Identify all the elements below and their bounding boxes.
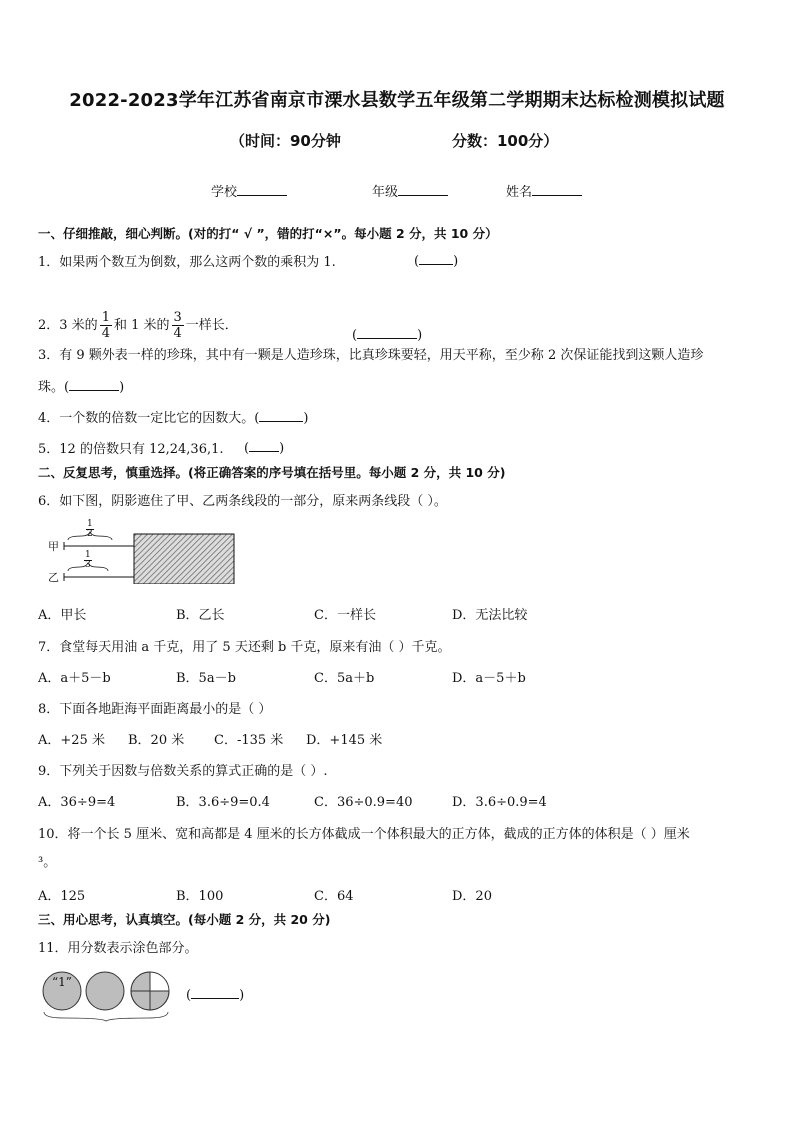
q8-option-b[interactable]: B．20 米 — [128, 733, 185, 748]
question-3-line-2 — [38, 376, 124, 395]
question-1-answer[interactable] — [414, 251, 458, 269]
paren-open: ( — [186, 988, 192, 1003]
paren-close: ) — [453, 254, 459, 269]
paren-close: ) — [239, 988, 245, 1003]
section-1-heading: 一、仔细推敲，细心判断。(对的打“ √ ”，错的打“×”。每小题 2 分，共 10 分） — [38, 226, 498, 241]
paren-open: ( — [414, 254, 420, 269]
question-11-answer[interactable] — [186, 985, 244, 1003]
q7-option-c[interactable]: C．5a＋b — [314, 671, 375, 686]
answer-blank[interactable] — [69, 377, 119, 391]
question-2 — [38, 310, 238, 341]
page-title: 2022-2023学年江苏省南京市溧水县数学五年级第二学期期末达标检测模拟试题 — [69, 90, 725, 111]
question-8: 8．下面各地距海平面距离最小的是（ ） — [38, 702, 272, 717]
q6-option-b[interactable]: B．乙长 — [176, 608, 225, 623]
question-4-text: 4．一个数的倍数一定比它的因数大。( — [38, 411, 260, 426]
section-3-heading: 三、用心思考，认真填空。(每小题 2 分，共 20 分) — [38, 912, 331, 927]
name-label: 姓名 — [506, 185, 533, 200]
question-1-text: 1．如果两个数互为倒数，那么这两个数的乘积为 1. — [38, 255, 336, 270]
paren-close: ) — [303, 411, 309, 426]
paren-open: ( — [352, 328, 358, 343]
question-2-text-a: 2．3 米的 — [38, 318, 98, 333]
q10-option-a[interactable]: A．125 — [38, 889, 86, 904]
exam-time: （时间：90分钟 — [230, 132, 341, 150]
paren-close: ) — [279, 441, 285, 456]
answer-blank[interactable] — [259, 408, 303, 422]
q7-option-d[interactable]: D．a－5＋b — [452, 671, 526, 686]
fraction-half — [86, 520, 94, 539]
paren-close: ) — [417, 328, 423, 343]
q8-option-c[interactable]: C．-135 米 — [214, 733, 284, 748]
question-11: 11．用分数表示涂色部分。 — [38, 941, 198, 956]
fraction-numerator: 3 — [173, 310, 182, 325]
school-label: 学校 — [211, 185, 238, 200]
q9-option-a[interactable]: A．36÷9=4 — [38, 795, 116, 810]
q10-option-c[interactable]: C．64 — [314, 889, 354, 904]
section-2-heading: 二、反复思考，慎重选择。(将正确答案的序号填在括号里。每小题 2 分，共 10 分) — [38, 465, 506, 480]
q8-option-a[interactable]: A．+25 米 — [38, 733, 105, 748]
question-5-text: 5．12 的倍数只有 12,24,36,1. — [38, 442, 224, 457]
question-5 — [38, 438, 224, 457]
fraction-denominator: 2 — [87, 529, 93, 539]
question-6: 6．如下图，阴影遮住了甲、乙两条线段的一部分，原来两条线段（ ）。 — [38, 494, 447, 509]
exam-score: 分数：100分） — [452, 132, 559, 150]
question-3-text: 珠。( — [38, 380, 70, 395]
label-jia: 甲 — [48, 540, 59, 553]
q9-option-c[interactable]: C．36÷0.9=40 — [314, 795, 413, 810]
question-7: 7．食堂每天用油 a 千克，用了 5 天还剩 b 千克，原来有油（ ）千克。 — [38, 640, 451, 655]
unit-one-label: “1” — [52, 975, 72, 989]
q8-option-d[interactable]: D．+145 米 — [306, 733, 383, 748]
figure-circles — [40, 966, 180, 1022]
question-5-answer[interactable] — [244, 438, 284, 456]
fraction-numerator: 1 — [87, 519, 93, 529]
label-yi: 乙 — [48, 571, 59, 584]
answer-blank[interactable] — [249, 438, 279, 452]
fraction-denominator: 3 — [85, 560, 91, 570]
paren-open: ( — [244, 441, 250, 456]
question-2-answer[interactable] — [352, 325, 422, 343]
question-4 — [38, 407, 308, 426]
shaded-rectangle — [134, 534, 234, 584]
name-field — [506, 181, 582, 200]
answer-blank[interactable] — [191, 985, 239, 999]
answer-blank[interactable] — [419, 251, 453, 265]
fraction-three-quarters — [172, 310, 184, 341]
grade-field — [372, 181, 448, 200]
q6-option-c[interactable]: C．一样长 — [314, 608, 376, 623]
q7-option-b[interactable]: B．5a－b — [176, 671, 236, 686]
q10-option-b[interactable]: B．100 — [176, 889, 224, 904]
grade-label: 年级 — [372, 185, 399, 200]
question-10-line-2: ³。 — [38, 855, 57, 870]
question-2-text-c: 一样长． — [185, 318, 238, 333]
school-field — [211, 181, 287, 200]
brace — [44, 1012, 168, 1021]
fraction-denominator: 4 — [101, 326, 110, 341]
fraction-denominator: 4 — [173, 326, 182, 341]
fraction-third — [84, 551, 92, 570]
question-2-text-b: 和 1 米的 — [113, 318, 170, 333]
fraction-one-quarter — [100, 310, 112, 341]
fraction-numerator: 1 — [101, 310, 110, 325]
question-10-line-1: 10．将一个长 5 厘米、宽和高都是 4 厘米的长方体截成一个体积最大的正方体，截成的正方体的体积是（ ）厘米 — [38, 827, 690, 842]
grade-blank[interactable] — [398, 182, 448, 196]
answer-blank[interactable] — [357, 325, 417, 339]
name-blank[interactable] — [532, 182, 582, 196]
q10-option-d[interactable]: D．20 — [452, 889, 492, 904]
question-1 — [38, 251, 336, 270]
figure-segments — [48, 520, 248, 584]
q9-option-b[interactable]: B．3.6÷9=0.4 — [176, 795, 270, 810]
paren-close: ) — [119, 380, 125, 395]
q7-option-a[interactable]: A．a＋5－b — [38, 671, 111, 686]
question-9: 9．下列关于因数与倍数关系的算式正确的是（ ）. — [38, 764, 328, 779]
figure-segments-svg — [48, 520, 248, 584]
shaded-circle-2 — [86, 972, 124, 1010]
q6-option-d[interactable]: D．无法比较 — [452, 608, 528, 623]
school-blank[interactable] — [237, 182, 287, 196]
q9-option-d[interactable]: D．3.6÷0.9=4 — [452, 795, 547, 810]
question-3-line-1: 3．有 9 颗外表一样的珍珠，其中有一颗是人造珍珠，比真珍珠要轻，用天平称，至少称 2 次保证能找到这颗人造珍 — [38, 348, 704, 363]
q6-option-a[interactable]: A．甲长 — [38, 608, 87, 623]
fraction-numerator: 1 — [85, 550, 91, 560]
